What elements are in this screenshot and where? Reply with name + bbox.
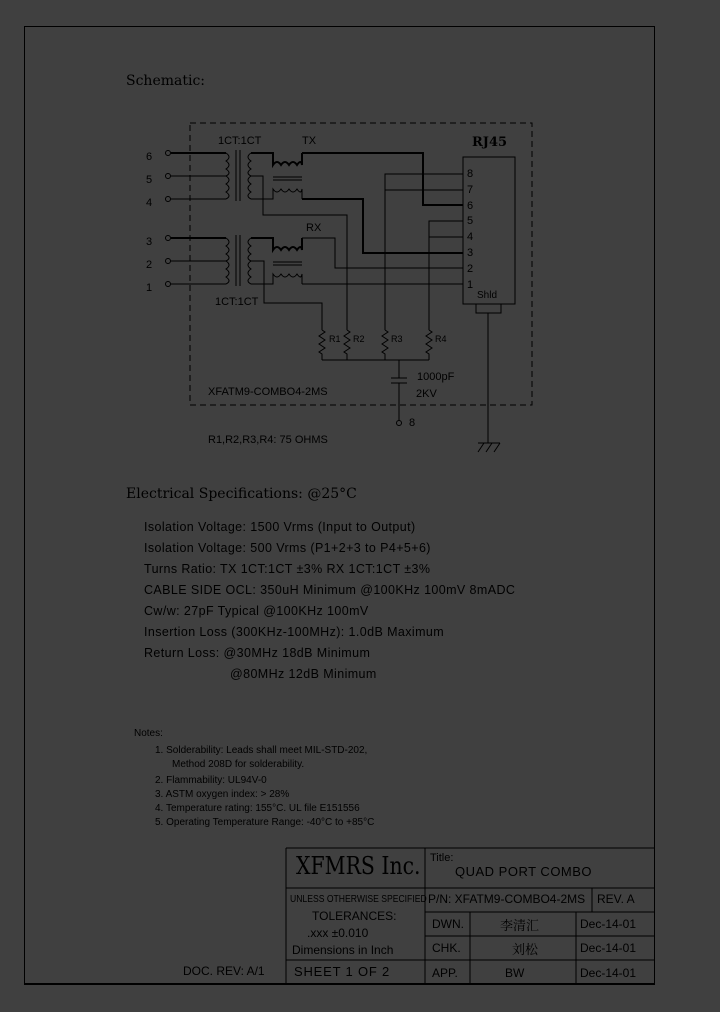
transformer-bottom-label: 1CT:1CT (215, 296, 259, 308)
doc-revision: DOC. REV: A/1 (183, 964, 265, 978)
note-item: 3. ASTM oxygen index: > 28% (155, 789, 290, 800)
sheet-number: SHEET 1 OF 2 (294, 964, 391, 979)
spec-line: Return Loss: @30MHz 18dB Minimum (144, 646, 371, 660)
pin-label: 7 (467, 183, 474, 196)
company-name: XFMRS Inc. (296, 852, 421, 880)
spec-line: CABLE SIDE OCL: 350uH Minimum @100KHz 100mV 8mADC (144, 583, 516, 597)
rj45-label: RJ45 (472, 135, 508, 150)
r2-label: R2 (353, 334, 365, 344)
pin-label: 8 (467, 168, 474, 180)
capacitor-voltage: 2KV (416, 388, 437, 400)
pin-label: 4 (146, 197, 153, 209)
pin-label: 5 (146, 174, 153, 186)
tolerances-label: TOLERANCES: (312, 909, 397, 923)
revision: REV. A (597, 892, 635, 906)
pin-label: 2 (467, 262, 474, 275)
notes-heading: Notes: (134, 728, 163, 739)
pin-label: 1 (146, 282, 153, 294)
resistor-note: R1,R2,R3,R4: 75 OHMS (208, 434, 328, 446)
shield-label: Shld (477, 290, 498, 301)
checked-signature: 刘松 (512, 942, 539, 957)
schematic-heading: Schematic: (126, 73, 206, 89)
drawn-date: Dec-14-01 (580, 917, 637, 931)
spec-line: Isolation Voltage: 1500 Vrms (Input to Output) (144, 520, 416, 534)
part-label: XFATM9-COMBO4-2MS (208, 386, 328, 398)
tx-label: TX (302, 135, 317, 147)
approved-date: Dec-14-01 (580, 966, 637, 980)
note-item: 5. Operating Temperature Range: -40°C to +85°C (155, 817, 375, 828)
part-number: P/N: XFATM9-COMBO4-2MS (428, 892, 586, 906)
spec-line: Cw/w: 27pF Typical @100KHz 100mV (144, 604, 369, 618)
capacitor-value: 1000pF (417, 371, 455, 383)
drawing-title: QUAD PORT COMBO (455, 864, 593, 879)
note-item: 1. Solderability: Leads shall meet MIL-STD-202, (155, 745, 368, 756)
note-item: 2. Flammability: UL94V-0 (155, 775, 267, 786)
electrical-heading: Electrical Specifications: @25°C (126, 486, 357, 502)
pin-label: 1 (467, 278, 474, 291)
checked-date: Dec-14-01 (580, 941, 637, 955)
spec-line: Insertion Loss (300KHz-100MHz): 1.0dB Maximum (144, 625, 445, 639)
approved-signature: BW (505, 966, 525, 980)
unless-specified: UNLESS OTHERWISE SPECIFIED (290, 893, 427, 905)
pin-label: 6 (467, 199, 474, 212)
r1-label: R1 (329, 334, 341, 344)
spec-line: Isolation Voltage: 500 Vrms (P1+2+3 to P4+5+6) (144, 541, 431, 555)
r4-label: R4 (435, 334, 447, 344)
pin-label: 4 (467, 231, 474, 244)
rx-label: RX (306, 222, 322, 234)
pin-label: 3 (467, 246, 474, 259)
spec-line: @80MHz 12dB Minimum (230, 667, 377, 681)
pin-label: 5 (467, 215, 474, 228)
note-item: 4. Temperature rating: 155°C. UL file E151556 (155, 803, 360, 814)
title-label: Title: (430, 852, 454, 864)
r3-label: R3 (391, 334, 403, 344)
transformer-top-label: 1CT:1CT (218, 135, 262, 147)
spec-line: Turns Ratio: TX 1CT:1CT ±3% RX 1CT:1CT ±3% (144, 562, 431, 576)
dimensions-unit: Dimensions in Inch (292, 943, 394, 957)
pin-label: 3 (146, 236, 153, 248)
pin-label: 2 (146, 259, 153, 271)
pin-label: 6 (146, 151, 153, 163)
note-item: Method 208D for solderability. (172, 759, 305, 770)
approved-label: APP. (432, 966, 458, 980)
ground-pin-label: 8 (409, 417, 416, 429)
checked-label: CHK. (432, 941, 461, 955)
drawn-label: DWN. (432, 917, 464, 931)
tolerance-value: .xxx ±0.010 (307, 926, 369, 940)
drawn-signature: 李清汇 (500, 918, 540, 933)
